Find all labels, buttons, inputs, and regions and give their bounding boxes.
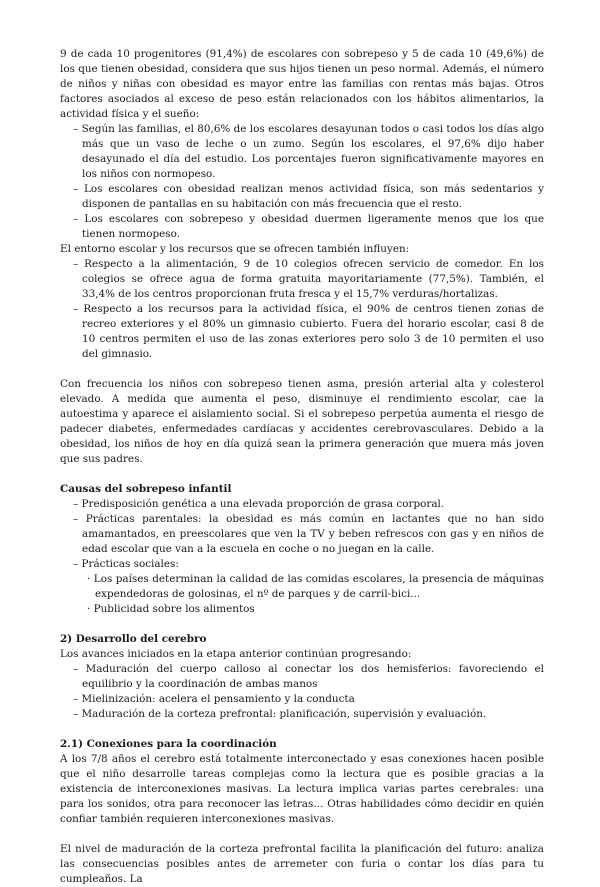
- list-item: – Maduración de la corteza prefrontal: planificación, supervisión y evaluación.: [60, 707, 544, 722]
- list-item: – Según las familias, el 80,6% de los escolares desayunan todos o casi todos los días algo más que un vaso de leche o un zumo. Según los escolares, el 97,6% dijo haber desayunado el día del estudio. Los porcentajes fueron significativamente mayores en los niños con normopeso.: [60, 122, 544, 182]
- list-item: – Mielinización: acelera el pensamiento y la conducta: [60, 692, 544, 707]
- list-item: – Los escolares con obesidad realizan menos actividad física, son más sedentarios y disponen de pantallas en su habitación con más frecuencia que el resto.: [60, 182, 544, 212]
- section-2-1-heading: 2.1) Conexiones para la coordinación: [60, 738, 277, 750]
- list-item: – Los escolares con sobrepeso y obesidad duermen ligeramente menos que los que tienen normopeso.: [60, 212, 544, 242]
- document-page: [60, 47, 544, 887]
- list-item: – Predisposición genética a una elevada proporción de grasa corporal.: [60, 497, 544, 512]
- section-2-intro: Los avances iniciados en la etapa anterior continúan progresando:: [60, 648, 412, 660]
- causes-heading: Causas del sobrepeso infantil: [60, 483, 232, 495]
- section-2-1-paragraph-1: A los 7/8 años el cerebro está totalmente interconectado y esas conexiones hacen posible que el niño desarrolle tareas complejas como la lectura que es posible gracias a la existencia de interconexiones masivas. La lectura implica varias partes cerebrales: una para los sonidos, otra para reconocer las letras... Otras habilidades cómo decidir en quién confiar también requieren interconexiones masivas.: [60, 753, 544, 825]
- section-2-heading: 2) Desarrollo del cerebro: [60, 633, 207, 645]
- consequences-paragraph: Con frecuencia los niños con sobrepeso tienen asma, presión arterial alta y colesterol elevado. A medida que aumenta el peso, disminuye el rendimiento escolar, cae la autoestima y aparece el aislamiento social. Si el sobrepeso perpetúa aumenta el riesgo de padecer diabetes, enfermedades cardíacas y accidentes cerebrovasculares. Debido a la obesidad, los niños de hoy en día quizá sean la primera generación que muera más joven que sus padres.: [60, 378, 544, 465]
- list-item: – Prácticas sociales:: [60, 557, 544, 572]
- list-item: – Respecto a la alimentación, 9 de 10 colegios ofrecen servicio de comedor. En los colegios se ofrece agua de forma gratuita mayoritariamente (77,5%). También, el 33,4% de los centros proporcionan fruta fresca y el 15,7% verduras/hortalizas.: [60, 257, 544, 302]
- list-item: – Prácticas parentales: la obesidad es más común en lactantes que no han sido amamantados, en preescolares que ven la TV y beben refrescos con gas y en niños de edad escolar que van a la escuela en coche o no juegan en la calle.: [60, 512, 544, 557]
- school-intro: El entorno escolar y los recursos que se ofrecen también influyen:: [60, 243, 410, 255]
- intro-paragraph: 9 de cada 10 progenitores (91,4%) de escolares con sobrepeso y 5 de cada 10 (49,6%) de los que tienen obesidad, considera que sus hijos tienen un peso normal. Además, el número de niños y niñas con obesidad es mayor entre las familias con rentas más bajas. Otros factores asociados al exceso de peso están relacionados con los hábitos alimentarios, la actividad física y el sueño:: [60, 48, 545, 120]
- sub-list-item: · Publicidad sobre los alimentos: [60, 602, 544, 617]
- section-2-1-paragraph-2: El nivel de maduración de la corteza prefrontal facilita la planificación del futuro: analiza las consecuencias posibles antes de arremeter con furia o contar los días para tu cumpleaños. La: [60, 843, 544, 885]
- list-item: – Maduración del cuerpo calloso al conectar los dos hemisferios: favoreciendo el equilibrio y la coordinación de ambas manos: [60, 662, 544, 692]
- sub-list-item: · Los países determinan la calidad de las comidas escolares, la presencia de máquinas expendedoras de golosinas, el nº de parques y de carril-bici...: [60, 572, 544, 602]
- list-item: – Respecto a los recursos para la actividad física, el 90% de centros tienen zonas de recreo exteriores y el 80% un gimnasio cubierto. Fuera del horario escolar, casi 8 de 10 centros permiten el uso de las zonas exteriores pero solo 3 de 10 permiten el uso del gimnasio.: [60, 302, 544, 362]
